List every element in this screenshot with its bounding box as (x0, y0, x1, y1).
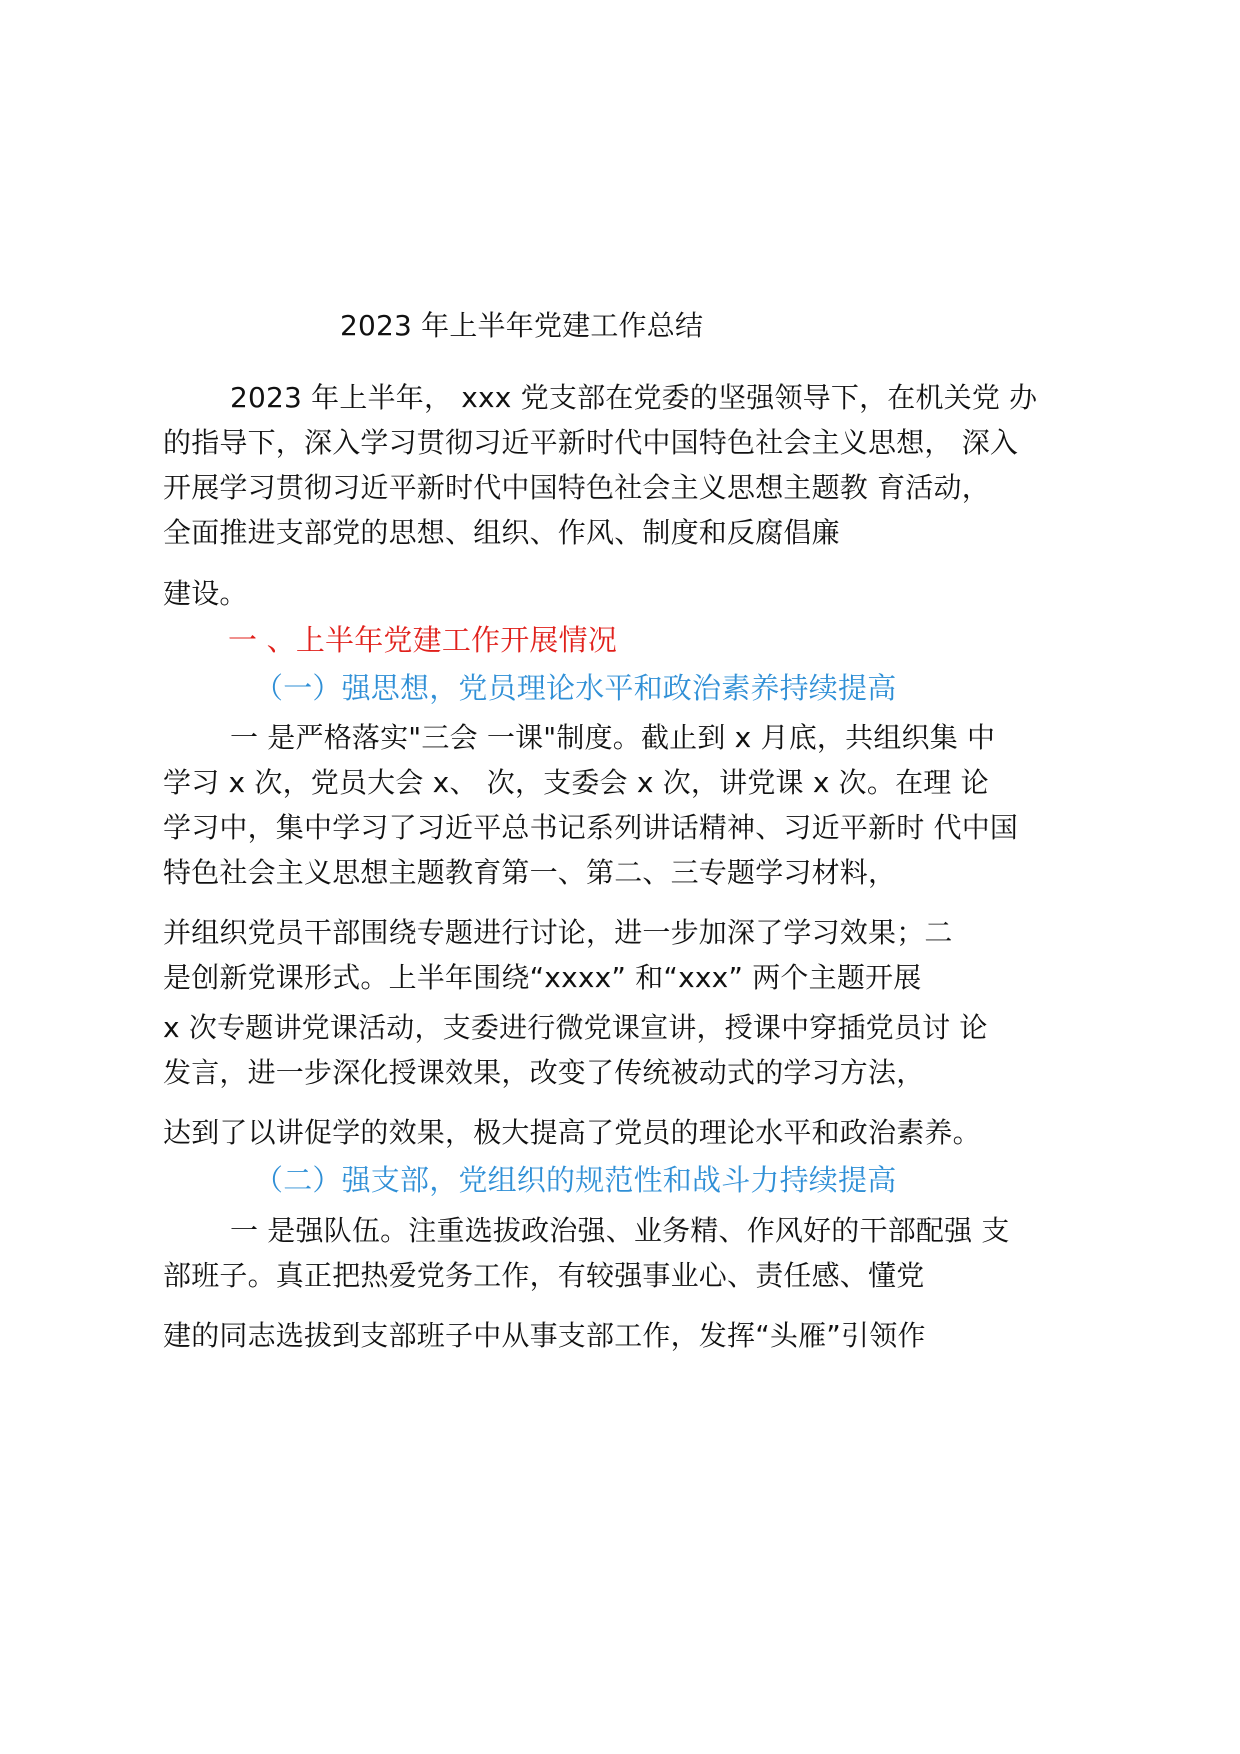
paragraph-line: 并组织党员干部围绕专题进行讨论，进一步加深了学习效果；二 (163, 916, 953, 949)
paragraph-line: x 次专题讲党课活动，支委进行微党课宣讲，授课中穿插党员讨 论 (163, 1011, 988, 1044)
paragraph-line: 达到了以讲促学的效果，极大提高了党员的理论水平和政治素养。 (163, 1116, 981, 1149)
paragraph-line: 全面推进支部党的思想、组织、作风、制度和反腐倡廉 (163, 516, 840, 549)
section-heading: 一 、上半年党建工作开展情况 (228, 623, 618, 657)
subsection-heading: （一）强思想，党员理论水平和政治素养持续提高 (254, 671, 897, 705)
paragraph-line: 开展学习贯彻习近平新时代中国特色社会主义思想主题教 育活动， (163, 471, 990, 504)
paragraph-line: 特色社会主义思想主题教育第一、第二、三专题学习材料， (163, 856, 897, 889)
paragraph-line: 2023 年上半年， xxx 党支部在党委的坚强领导下，在机关党 办 (230, 381, 1038, 414)
paragraph-line: 部班子。真正把热爱党务工作，有较强事业心、责任感、懂党 (163, 1259, 925, 1292)
paragraph-line: 是创新党课形式。上半年围绕“xxxx” 和“xxx” 两个主题开展 (163, 961, 922, 994)
paragraph-line: 一 是严格落实"三会 一课"制度。截止到 x 月底，共组织集 中 (230, 721, 996, 754)
paragraph-line: 建设。 (163, 577, 248, 610)
paragraph-line: 学习中，集中学习了习近平总书记系列讲话精神、习近平新时 代中国 (163, 811, 1019, 844)
paragraph-line: 一 是强队伍。注重选拔政治强、业务精、作风好的干部配强 支 (230, 1214, 1010, 1247)
subsection-heading: （二）强支部，党组织的规范性和战斗力持续提高 (254, 1163, 897, 1197)
paragraph-line: 学习 x 次，党员大会 x、 次，支委会 x 次，讲党课 x 次。在理 论 (163, 766, 989, 799)
paragraph-line: 发言，进一步深化授课效果，改变了传统被动式的学习方法， (163, 1056, 925, 1089)
paragraph-line: 的指导下，深入学习贯彻习近平新时代中国特色社会主义思想， 深入 (163, 426, 1019, 459)
document-title: 2023 年上半年党建工作总结 (340, 309, 704, 342)
paragraph-line: 建的同志选拔到支部班子中从事支部工作，发挥“头雁”引领作 (163, 1319, 926, 1352)
